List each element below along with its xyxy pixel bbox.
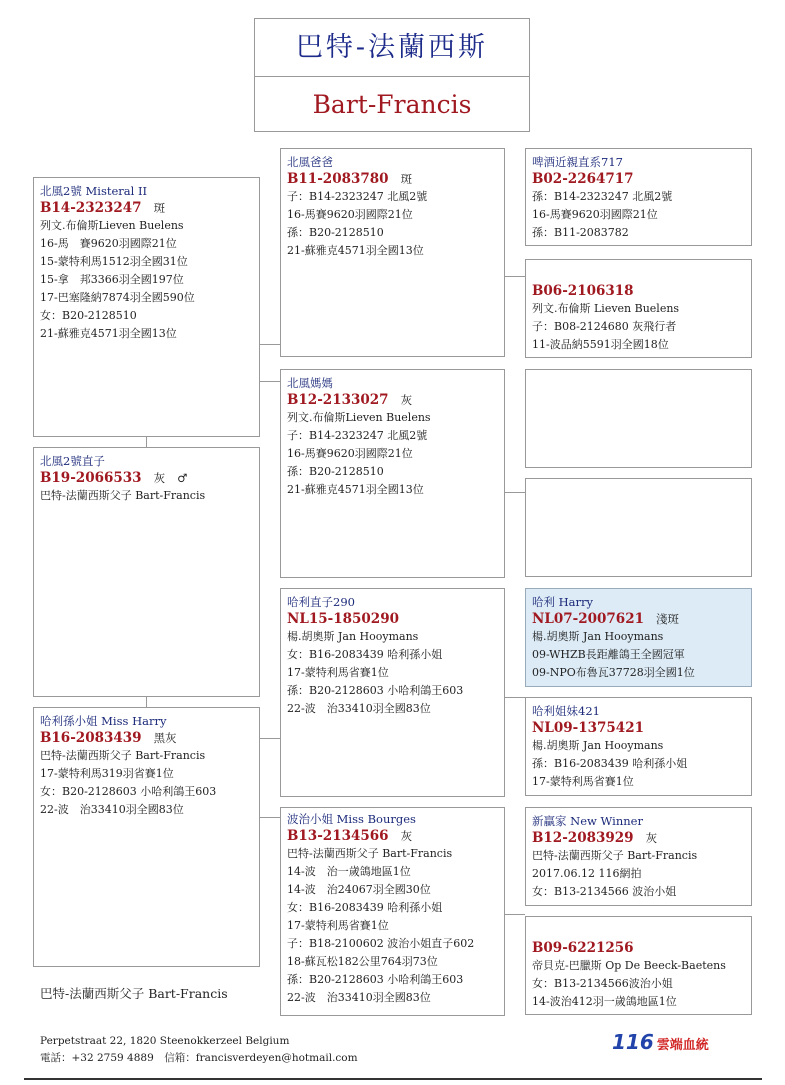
title-chinese: 巴特-法蘭西斯 xyxy=(255,19,529,77)
info-line: 09-WHZB長距離鴿王全國冠軍 xyxy=(532,648,685,661)
pigeon-card-gg7 xyxy=(525,807,752,906)
pigeon-name: 北風媽媽 xyxy=(287,376,333,390)
pigeon-name: 北風爸爸 xyxy=(287,155,333,169)
info-line: 列文.布倫斯 Lieven Buelens xyxy=(532,302,680,315)
pigeon-name: 新贏家 xyxy=(532,814,567,828)
ring-number: B16-2083439 xyxy=(40,730,142,746)
logo-text: 雲端血統 xyxy=(656,1038,709,1053)
pigeon-card-sire xyxy=(280,148,505,357)
color-label: 灰 xyxy=(645,831,658,845)
info-line: 16-馬賽9620羽國際21位 xyxy=(287,208,413,221)
info-line: 孫：B20-2128510 xyxy=(287,465,384,478)
color-label: 灰 xyxy=(153,471,166,485)
pigeon-card-gg4-empty xyxy=(525,478,752,577)
ring-number: NL07-2007621 xyxy=(532,611,644,627)
connector xyxy=(260,344,280,345)
info-line: 巴特-法蘭西斯父子 Bart-Francis xyxy=(40,749,206,762)
connector xyxy=(260,817,280,818)
info-line: 女：B16-2083439 哈利孫小姐 xyxy=(287,901,443,914)
info-line: 16-馬 賽9620羽國際21位 xyxy=(40,237,177,250)
pigeon-name-en: Miss Bourges xyxy=(336,812,416,826)
info-line: 22-波 治33410羽全國83位 xyxy=(40,803,184,816)
info-line: 15-拿 邦3366羽全國197位 xyxy=(40,273,184,286)
connector xyxy=(260,738,280,739)
info-line: 22-波 治33410羽全國83位 xyxy=(287,991,431,1004)
info-line: 14-波治412羽一歲鴿地區1位 xyxy=(532,995,677,1008)
info-line: 16-馬賽9620羽國際21位 xyxy=(287,447,413,460)
info-line: 14-波 治24067羽全國30位 xyxy=(287,883,431,896)
info-line: 22-波 治33410羽全國83位 xyxy=(287,702,431,715)
pigeon-name: 波治小姐 xyxy=(287,812,333,826)
connector xyxy=(505,697,525,698)
ring-number: B19-2066533 xyxy=(40,470,142,486)
info-line: 17-蒙特利馬省賽1位 xyxy=(287,666,389,679)
ring-number: B02-2264717 xyxy=(532,171,634,187)
info-line: 列文.布倫斯Lieven Buelens xyxy=(287,411,431,424)
logo xyxy=(612,1030,709,1054)
info-line: 女：B13-2134566 波治小姐 xyxy=(532,885,677,898)
pigeon-card-son xyxy=(33,447,260,697)
pigeon-card-subject xyxy=(33,177,260,437)
contact-info: 電話：+32 2759 4889 信箱：francisverdeyen@hotmail.com xyxy=(40,1052,358,1064)
pigeon-name: 哈利姐妹421 xyxy=(532,704,600,718)
info-line: 17-蒙特利馬319羽省賽1位 xyxy=(40,767,174,780)
pigeon-card-gg5 xyxy=(525,588,752,687)
info-line: 女：B13-2134566波治小姐 xyxy=(532,977,673,990)
connector xyxy=(505,914,525,915)
pigeon-card-dam xyxy=(280,369,505,578)
info-line: 21-蘇雅克4571羽全國13位 xyxy=(287,244,424,257)
info-line: 子：B14-2323247 北風2號 xyxy=(287,429,428,442)
info-line: 21-蘇雅克4571羽全國13位 xyxy=(287,483,424,496)
color-label: 斑 xyxy=(400,172,413,186)
info-line: 17-巴塞隆納7874羽全國590位 xyxy=(40,291,195,304)
info-line: 21-蘇雅克4571羽全國13位 xyxy=(40,327,177,340)
contact-block xyxy=(40,1033,358,1067)
pigeon-name-en: Harry xyxy=(558,595,594,609)
ring-number: B14-2323247 xyxy=(40,200,142,216)
info-line: 17-蒙特利馬省賽1位 xyxy=(287,919,389,932)
info-line: 楊.胡奧斯 Jan Hooymans xyxy=(287,630,419,643)
pigeon-name: 北風2號 xyxy=(40,184,82,198)
pigeon-card-gg2 xyxy=(525,259,752,358)
color-label: 灰 xyxy=(400,393,413,407)
connector xyxy=(146,437,147,447)
info-line: 列文.布倫斯Lieven Buelens xyxy=(40,219,184,232)
info-line: 女：B20-2128510 xyxy=(40,309,137,322)
pigeon-card-gg3-empty xyxy=(525,369,752,468)
info-line: 17-蒙特利馬省賽1位 xyxy=(532,775,634,788)
ring-number: B12-2133027 xyxy=(287,392,389,408)
pigeon-card-mate xyxy=(33,707,260,967)
ring-number: B12-2083929 xyxy=(532,830,634,846)
color-label: 黑灰 xyxy=(153,731,177,745)
info-line: 16-馬賽9620羽國際21位 xyxy=(532,208,658,221)
color-label: 斑 xyxy=(153,201,166,215)
ring-number: B06-2106318 xyxy=(532,283,634,299)
info-line: 18-蘇瓦松182公里764羽73位 xyxy=(287,955,438,968)
color-label: 淺斑 xyxy=(655,612,679,626)
connector xyxy=(505,492,525,493)
connector xyxy=(146,697,147,707)
info-line: 孫：B14-2323247 北風2號 xyxy=(532,190,673,203)
color-label: 灰 xyxy=(400,829,413,843)
info-line: 孫：B16-2083439 哈利孫小姐 xyxy=(532,757,688,770)
info-line: 巴特-法蘭西斯父子 Bart-Francis xyxy=(532,849,698,862)
pigeon-name: 啤酒近親直系717 xyxy=(532,155,623,169)
pigeon-name: 北風2號直子 xyxy=(40,454,105,468)
pigeon-name: 哈利直子290 xyxy=(287,595,355,609)
pigeon-name: 哈利 xyxy=(532,595,555,609)
breeder-name: 巴特-法蘭西斯父子 Bart-Francis xyxy=(40,986,228,1001)
title-english: Bart-Francis xyxy=(312,90,472,119)
ring-number: NL15-1850290 xyxy=(287,611,399,627)
connector xyxy=(505,276,525,277)
pigeon-name-en: Miss Harry xyxy=(101,714,167,728)
title-box xyxy=(254,18,530,132)
ring-number: B11-2083780 xyxy=(287,171,389,187)
ring-number: B09-6221256 xyxy=(532,940,634,956)
info-line: 14-波 治一歲鴿地區1位 xyxy=(287,865,411,878)
pigeon-card-gg1 xyxy=(525,148,752,246)
connector xyxy=(260,381,280,382)
logo-number: 116 xyxy=(612,1030,654,1054)
pigeon-card-gg8 xyxy=(525,916,752,1015)
info-line: 帝貝克-巴臘斯 Op De Beeck-Baetens xyxy=(532,959,726,972)
info-line: 子：B18-2100602 波治小姐直子602 xyxy=(287,937,475,950)
info-line: 女：B20-2128603 小哈利鴿王603 xyxy=(40,785,217,798)
info-line: 巴特-法蘭西斯父子 Bart-Francis xyxy=(287,847,453,860)
pigeon-name-en: New Winner xyxy=(570,814,643,828)
pigeon-card-mate-dam xyxy=(280,807,505,1016)
pigeon-name: 哈利孫小姐 xyxy=(40,714,98,728)
pigeon-card-gg6 xyxy=(525,697,752,796)
info-line: 2017.06.12 116網拍 xyxy=(532,867,642,880)
info-line: 巴特-法蘭西斯父子 Bart-Francis xyxy=(40,489,206,502)
info-line: 楊.胡奧斯 Jan Hooymans xyxy=(532,630,664,643)
info-line: 11-波品納5591羽全國18位 xyxy=(532,338,669,351)
pigeon-card-mate-sire xyxy=(280,588,505,797)
info-line: 09-NPO布魯瓦37728羽全國1位 xyxy=(532,666,695,679)
info-line: 楊.胡奧斯 Jan Hooymans xyxy=(532,739,664,752)
info-line: 孫：B20-2128603 小哈利鴿王603 xyxy=(287,684,464,697)
info-line: 女：B16-2083439 哈利孫小姐 xyxy=(287,648,443,661)
pigeon-name-en: Misteral II xyxy=(85,184,148,198)
address: Perpetstraat 22, 1820 Steenokkerzeel Belgium xyxy=(40,1035,290,1047)
info-line: 子：B14-2323247 北風2號 xyxy=(287,190,428,203)
info-line: 孫：B20-2128603 小哈利鴿王603 xyxy=(287,973,464,986)
bottom-divider xyxy=(24,1078,762,1080)
ring-number: NL09-1375421 xyxy=(532,720,644,736)
info-line: 15-蒙特利馬1512羽全國31位 xyxy=(40,255,188,268)
info-line: 孫：B11-2083782 xyxy=(532,226,629,239)
ring-number: B13-2134566 xyxy=(287,828,389,844)
sex-icon: ♂ xyxy=(177,471,188,485)
info-line: 子：B08-2124680 灰飛行者 xyxy=(532,320,677,333)
info-line: 孫：B20-2128510 xyxy=(287,226,384,239)
